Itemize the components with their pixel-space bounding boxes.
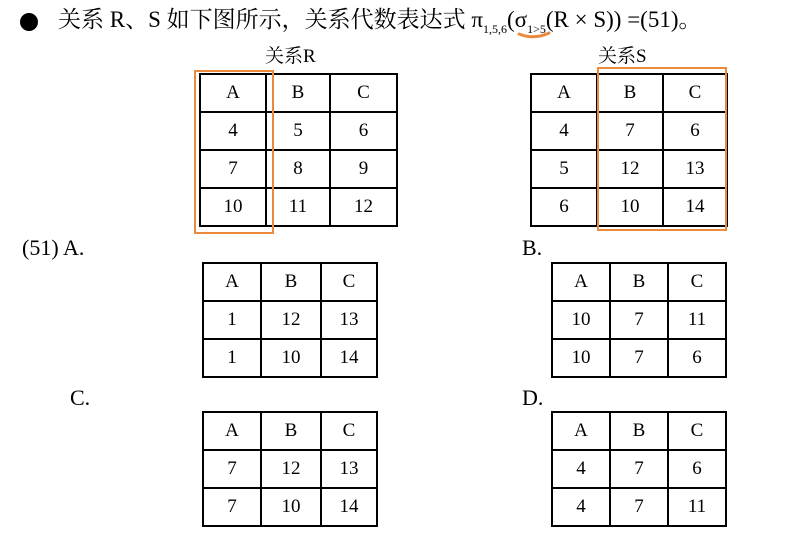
sigma-open: (σ bbox=[507, 7, 528, 32]
option-d-label: D. bbox=[522, 385, 544, 410]
header-cell: B bbox=[266, 74, 330, 112]
header-cell: C bbox=[668, 263, 726, 301]
header-cell: A bbox=[531, 74, 597, 112]
sigma-subscript: 1>5 bbox=[527, 22, 546, 36]
table-cell: 6 bbox=[668, 339, 726, 377]
table-cell: 13 bbox=[321, 301, 377, 339]
option-a-table bbox=[202, 262, 378, 378]
header-cell: B bbox=[597, 74, 663, 112]
table-cell: 14 bbox=[321, 339, 377, 377]
header-cell: A bbox=[203, 412, 261, 450]
table-cell: 7 bbox=[610, 339, 668, 377]
table-row bbox=[552, 301, 726, 339]
table-cell: 10 bbox=[552, 339, 610, 377]
caption-relation-s: 关系S bbox=[598, 46, 647, 67]
table-cell: 1 bbox=[203, 301, 261, 339]
table-cell: 5 bbox=[531, 150, 597, 188]
table-cell: 4 bbox=[200, 112, 266, 150]
table-cell: 7 bbox=[200, 150, 266, 188]
table-cell: 6 bbox=[531, 188, 597, 226]
table-cell: 10 bbox=[552, 301, 610, 339]
header-cell: C bbox=[663, 74, 727, 112]
header-cell: A bbox=[552, 263, 610, 301]
expression-rest: (R × S)) =(51)。 bbox=[545, 7, 702, 32]
table-cell: 1 bbox=[203, 339, 261, 377]
table-row bbox=[552, 488, 726, 526]
table-cell: 7 bbox=[610, 488, 668, 526]
table-cell: 12 bbox=[261, 450, 321, 488]
table-cell: 6 bbox=[330, 112, 397, 150]
table-cell: 8 bbox=[266, 150, 330, 188]
question-text bbox=[58, 3, 701, 46]
header-row bbox=[552, 263, 726, 301]
table-cell: 11 bbox=[668, 488, 726, 526]
table-cell: 10 bbox=[261, 339, 321, 377]
table-cell: 10 bbox=[597, 188, 663, 226]
header-cell: C bbox=[668, 412, 726, 450]
header-cell: A bbox=[200, 74, 266, 112]
table-cell: 13 bbox=[321, 450, 377, 488]
table-row bbox=[203, 488, 377, 526]
bullet-icon bbox=[20, 13, 38, 31]
header-row bbox=[203, 263, 377, 301]
header-cell: C bbox=[321, 412, 377, 450]
table-cell: 13 bbox=[663, 150, 727, 188]
header-cell: B bbox=[261, 412, 321, 450]
table-row bbox=[552, 450, 726, 488]
table-cell: 12 bbox=[597, 150, 663, 188]
table-cell: 10 bbox=[200, 188, 266, 226]
table-cell: 7 bbox=[610, 301, 668, 339]
table-cell: 7 bbox=[610, 450, 668, 488]
header-cell: B bbox=[261, 263, 321, 301]
highlight-column-a bbox=[194, 70, 274, 234]
table-row bbox=[552, 339, 726, 377]
header-cell: C bbox=[321, 263, 377, 301]
table-cell: 14 bbox=[663, 188, 727, 226]
table-cell: 9 bbox=[330, 150, 397, 188]
pi-symbol: π bbox=[471, 7, 484, 32]
caption-relation-r: 关系R bbox=[265, 46, 316, 67]
table-cell: 12 bbox=[261, 301, 321, 339]
option-c-table bbox=[202, 411, 378, 527]
table-row bbox=[203, 301, 377, 339]
table-cell: 4 bbox=[531, 112, 597, 150]
option-d-table bbox=[551, 411, 727, 527]
header-cell: B bbox=[610, 412, 668, 450]
question-prefix: 关系 R、S 如下图所示，关系代数表达式 bbox=[58, 7, 472, 32]
option-a-label: (51) A. bbox=[22, 235, 85, 260]
pi-subscript: 1,5,6 bbox=[483, 22, 508, 36]
table-cell: 7 bbox=[203, 450, 261, 488]
header-row bbox=[552, 412, 726, 450]
handwritten-underline-mark bbox=[517, 30, 551, 40]
table-cell: 14 bbox=[321, 488, 377, 526]
option-b-table bbox=[551, 262, 727, 378]
table-cell: 4 bbox=[552, 450, 610, 488]
header-cell: B bbox=[610, 263, 668, 301]
table-cell: 5 bbox=[266, 112, 330, 150]
table-cell: 11 bbox=[668, 301, 726, 339]
table-cell: 10 bbox=[261, 488, 321, 526]
table-cell: 12 bbox=[330, 188, 397, 226]
table-cell: 6 bbox=[668, 450, 726, 488]
table-cell: 7 bbox=[597, 112, 663, 150]
table-row bbox=[203, 450, 377, 488]
table-cell: 11 bbox=[266, 188, 330, 226]
option-c-label: C. bbox=[70, 385, 91, 410]
header-row bbox=[203, 412, 377, 450]
table-cell: 6 bbox=[663, 112, 727, 150]
table-row bbox=[203, 339, 377, 377]
highlight-columns-bc bbox=[597, 67, 727, 231]
header-cell: A bbox=[552, 412, 610, 450]
header-cell: A bbox=[203, 263, 261, 301]
option-b-label: B. bbox=[522, 235, 543, 260]
header-cell: C bbox=[330, 74, 397, 112]
table-cell: 7 bbox=[203, 488, 261, 526]
table-cell: 4 bbox=[552, 488, 610, 526]
